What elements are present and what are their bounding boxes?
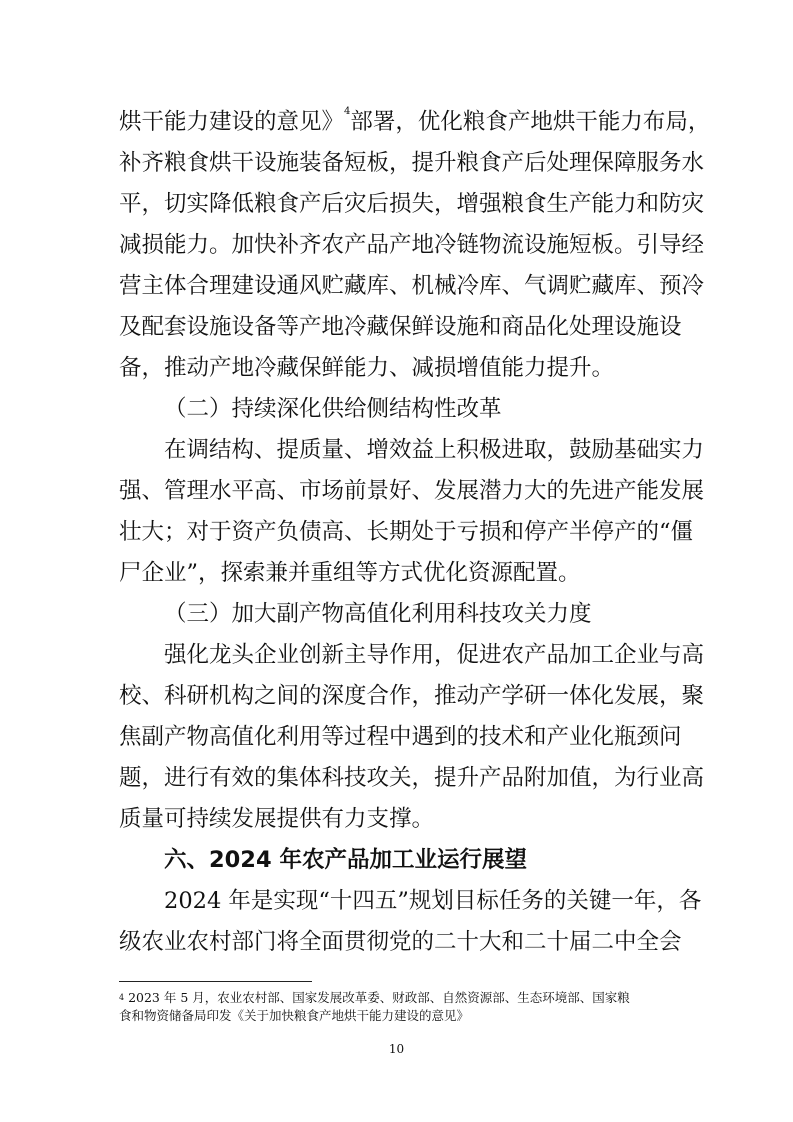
body-text: 烘干能力建设的意见》 — [119, 109, 345, 135]
body-line: 备，推动产地冷藏保鲜能力、减损增值能力提升。 — [119, 355, 615, 381]
body-line: 平，切实降低粮食产后灾后损失，增强粮食生产能力和防灾 — [119, 191, 705, 217]
body-line: 质量可持续发展提供有力支撑。 — [119, 806, 435, 832]
body-line: 尸企业”，探索兼并重组等方式优化资源配置。 — [119, 560, 581, 586]
page-number: 10 — [388, 1042, 405, 1056]
section-heading: （三）加大副产物高值化利用科技攻关力度 — [164, 601, 592, 627]
footnote-text: 2023 年 5 月，农业农村部、国家发展改革委、财政部、自然资源部、生态环境部、国家粮 — [128, 990, 630, 1005]
body-line: 及配套设施设备等产地冷藏保鲜设施和商品化处理设施设 — [119, 314, 682, 340]
body-line — [119, 106, 711, 137]
body-line: 题，进行有效的集体科技攻关，提升产品附加值，为行业高 — [119, 765, 705, 791]
footnote-divider — [119, 981, 312, 982]
body-line: 2024 年是实现“十四五”规划目标任务的关键一年，各 — [164, 888, 702, 914]
body-line: 强、管理水平高、市场前景好、发展潜力大的先进产能发展 — [119, 478, 705, 504]
body-line: 在调结构、提质量、增效益上积极进取，鼓励基础实力 — [164, 437, 705, 463]
footnote-mark: 4 — [119, 993, 125, 1002]
footnote-reference[interactable]: 4 — [344, 106, 351, 117]
body-line: 营主体合理建设通风贮藏库、机械冷库、气调贮藏库、预冷 — [119, 273, 705, 299]
body-line: 壮大；对于资产负债高、长期处于亏损和停产半停产的“僵 — [119, 519, 694, 545]
body-line: 减损能力。加快补齐农产品产地冷链物流设施短板。引导经 — [119, 232, 705, 258]
body-line: 级农业农村部门将全面贯彻党的二十大和二十届二中全会 — [119, 929, 682, 955]
chapter-heading: 六、2024 年农产品加工业运行展望 — [164, 847, 527, 873]
body-line: 校、科研机构之间的深度合作，推动产学研一体化发展，聚 — [119, 683, 705, 709]
footnote-line — [119, 990, 684, 1006]
body-line: 强化龙头企业创新主导作用，促进农产品加工企业与高 — [164, 642, 705, 668]
section-heading: （二）持续深化供给侧结构性改革 — [164, 396, 502, 422]
body-line: 焦副产物高值化利用等过程中遇到的技术和产业化瓶颈问 — [119, 724, 682, 750]
footnote-line: 食和物资储备局印发《关于加快粮食产地烘干能力建设的意见》 — [119, 1008, 470, 1023]
body-text: 部署，优化粮食产地烘干能力布局， — [350, 109, 711, 135]
body-line: 补齐粮食烘干设施装备短板，提升粮食产后处理保障服务水 — [119, 150, 705, 176]
